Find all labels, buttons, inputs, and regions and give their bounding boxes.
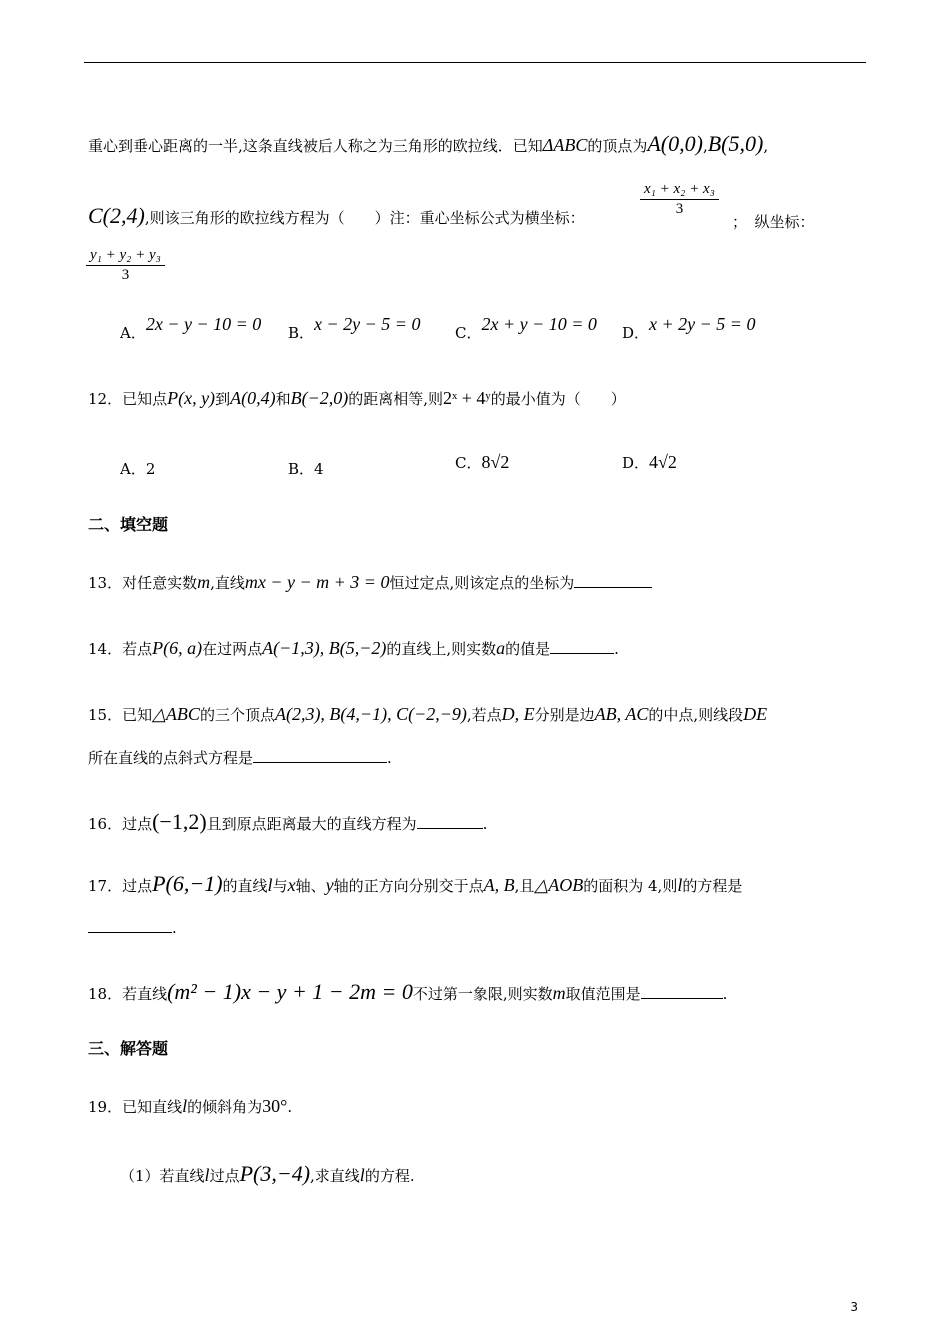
comma: , (763, 137, 769, 155)
section-fill-in: 二、填空题 (88, 515, 169, 534)
q19-1-text: （1）若直线 (120, 1167, 205, 1185)
q11-option-c[interactable] (455, 314, 597, 343)
q16-line (88, 809, 488, 834)
q11-text-mid: 的顶点为 (587, 137, 648, 155)
point: (−1,2) (152, 809, 207, 834)
fraction-numerator: x₁ + x₂ + x₃ (640, 181, 719, 200)
option-label: C． (455, 324, 482, 342)
option-value: x − 2y − 5 = 0 (314, 314, 421, 334)
points-ab: A(−1,3), B(5,−2) (262, 638, 387, 658)
option-value: 2x + y − 10 = 0 (481, 314, 597, 334)
answer-blank[interactable] (417, 814, 483, 829)
var-l: l (182, 1096, 188, 1116)
option-label: D． (622, 454, 650, 472)
points-ab: A, B (483, 875, 515, 895)
q15-text: 的三个顶点 (199, 706, 275, 724)
q12-option-d[interactable] (622, 452, 677, 473)
q17-text: 的方程是 (682, 877, 743, 895)
var-l: l (267, 875, 273, 895)
q11-separator: ； 纵坐标： (732, 213, 815, 231)
option-label: B． (288, 324, 315, 342)
q18-text: 不过第一象限,则实数 (412, 985, 553, 1003)
q19-1-text: 的方程. (364, 1167, 415, 1185)
option-label: D． (622, 324, 650, 342)
page-number: 3 (850, 1300, 858, 1314)
period: . (614, 640, 619, 658)
q17-text: 的直线 (222, 877, 268, 895)
fraction-numerator: y₁ + y₂ + y₃ (86, 247, 165, 266)
answer-blank[interactable] (550, 639, 614, 654)
angle: 30° (262, 1096, 288, 1116)
point-p: P(6,−1) (152, 871, 223, 896)
q15-text: ,若点 (466, 706, 502, 724)
q19-line (88, 1096, 292, 1117)
q18-text: 取值范围是 (565, 985, 641, 1003)
q12-text: 和 (275, 390, 291, 408)
q12-option-a[interactable] (120, 458, 155, 479)
point-p: P(6, a) (152, 638, 203, 658)
point-b: B(5,0) (707, 131, 764, 156)
q19-text: 19．已知直线 (88, 1098, 183, 1116)
q17-text: 轴、 (295, 877, 326, 895)
q19-part1-line (120, 1161, 415, 1186)
q13-text: 恒过定点,则该定点的坐标为 (389, 574, 575, 592)
option-value: 4√2 (649, 452, 677, 472)
q15-text: 分别是边 (534, 706, 595, 724)
q12-text: 的距离相等,则 (348, 390, 443, 408)
option-value: 2x − y − 10 = 0 (145, 314, 262, 334)
triangle-aob: △AOB (534, 875, 584, 895)
q17-text: 轴的正方向分别交于点 (333, 877, 484, 895)
q11-sep (732, 212, 815, 232)
q18-line (88, 979, 728, 1004)
equation: (m² − 1)x − y + 1 − 2m = 0 (167, 979, 413, 1004)
q15-text: 15．已知 (88, 706, 153, 724)
q17-text: ,且 (514, 877, 535, 895)
points-de: D, E (501, 704, 535, 724)
option-label: C． (455, 454, 482, 472)
q12-option-c[interactable] (455, 452, 509, 473)
point-c: C(2,4) (88, 203, 145, 228)
answer-blank[interactable] (641, 984, 723, 999)
q19-text: 的倾斜角为 (187, 1098, 263, 1116)
q11-option-b[interactable] (288, 314, 421, 343)
q14-text: 的直线上,则实数 (386, 640, 497, 658)
option-value: 8√2 (481, 452, 510, 472)
q11-text-2: ,则该三角形的欧拉线方程为（ ）注：重心坐标公式为横坐标： (144, 209, 585, 227)
q19-1-text: 过点 (209, 1167, 240, 1185)
triangle-abc: ΔABC (542, 135, 588, 155)
q12-text: 到 (215, 390, 231, 408)
option-label: B． (288, 460, 315, 478)
fraction-denominator: 3 (675, 201, 684, 217)
q11-option-a[interactable] (120, 314, 262, 343)
q12-text: 的最小值为（ ） (490, 390, 626, 408)
q11-option-d[interactable] (622, 314, 756, 343)
answer-blank[interactable] (253, 748, 387, 763)
centroid-y-fraction (86, 247, 165, 284)
q13-line (88, 572, 652, 593)
triangle-abc: △ABC (152, 704, 200, 724)
point-p: P(x, y) (167, 388, 216, 408)
sides: AB, AC (594, 704, 649, 724)
q13-text: ,直线 (210, 574, 245, 592)
q14-text: 在过两点 (202, 640, 263, 658)
q19-1-text: ,求直线 (310, 1167, 360, 1185)
period: . (387, 749, 392, 767)
equation: mx − y − m + 3 = 0 (244, 572, 390, 592)
point-p: P(3,−4) (239, 1161, 311, 1186)
q12-number: 12．已知点 (88, 390, 168, 408)
answer-blank[interactable] (574, 573, 652, 588)
q11-line2 (88, 203, 585, 228)
var-l: l (204, 1165, 210, 1185)
section-answer: 三、解答题 (88, 1039, 169, 1058)
q17-text: 与 (272, 877, 288, 895)
q14-text: 的值是 (505, 640, 551, 658)
q12-option-b[interactable] (288, 458, 324, 479)
q11-text: 重心到垂心距离的一半,这条直线被后人称之为三角形的欧拉线．已知 (88, 137, 543, 155)
option-label: A． (120, 460, 146, 478)
point-a: A(0,4) (230, 388, 276, 408)
q14-text: 14．若点 (88, 640, 153, 658)
vertices: A(2,3), B(4,−1), C(−2,−9) (274, 704, 467, 724)
var-y: y (325, 875, 334, 895)
q18-text: 18．若直线 (88, 985, 168, 1003)
answer-blank[interactable] (88, 918, 172, 933)
period: . (482, 815, 488, 833)
var-l: l (359, 1165, 365, 1185)
segment-de: DE (743, 704, 768, 724)
period: . (172, 919, 177, 937)
q14-line (88, 638, 619, 659)
expression: 2ˣ + 4ʸ (443, 388, 491, 408)
header-rule (84, 62, 866, 63)
q15-line2 (88, 748, 392, 768)
q15-line1 (88, 704, 767, 725)
q15-text: 所在直线的点斜式方程是 (88, 749, 254, 767)
option-value: x + 2y − 5 = 0 (649, 314, 756, 334)
q16-text: 且到原点距离最大的直线方程为 (206, 815, 417, 833)
q17-text: 17．过点 (88, 877, 153, 895)
period: . (287, 1098, 293, 1116)
q15-text: 的中点,则线段 (648, 706, 744, 724)
option-value: 2 (145, 460, 156, 478)
var-m: m (552, 983, 566, 1003)
fraction-denominator: 3 (121, 267, 130, 283)
q13-text: 13．对任意实数 (88, 574, 198, 592)
point-a: A(0,0) (647, 131, 703, 156)
q17-line2 (88, 918, 177, 938)
q17-text: 的面积为 4,则 (583, 877, 678, 895)
option-value: 4 (314, 460, 324, 478)
option-label: A． (120, 324, 146, 342)
point-b: B(−2,0) (290, 388, 349, 408)
var-m: m (197, 572, 211, 592)
q17-line1 (88, 871, 743, 896)
q11-line1 (88, 131, 769, 156)
q12-line (88, 388, 626, 409)
var-a: a (496, 638, 506, 658)
q16-text: 16．过点 (88, 815, 153, 833)
comma: , (702, 137, 708, 155)
period: . (722, 985, 728, 1003)
var-x: x (287, 875, 296, 895)
centroid-x-fraction (640, 181, 719, 218)
var-l: l (677, 875, 683, 895)
